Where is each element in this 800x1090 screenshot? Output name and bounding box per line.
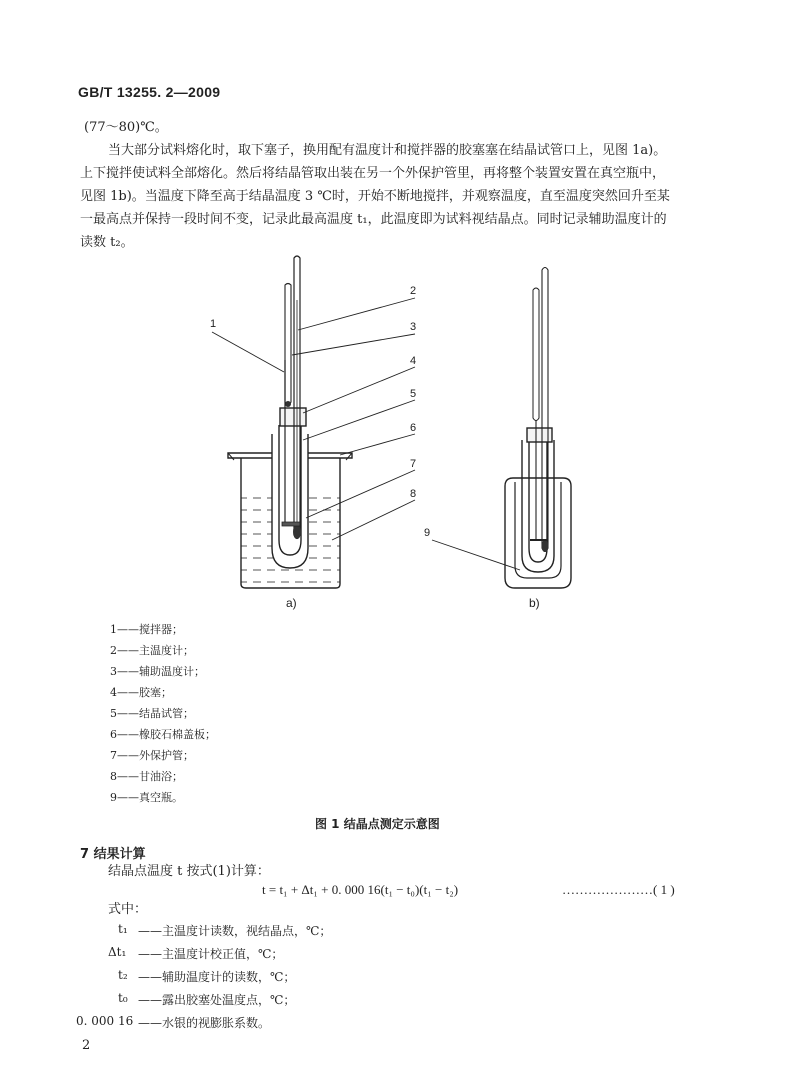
callout-2: 2 [410,285,417,297]
standard-number: GB/T 13255. 2—2009 [78,84,221,100]
page-number: 2 [82,1038,91,1053]
figure-b [432,268,571,589]
formula: t = t₁ + Δt₁ + 0. 000 16(t₁ − t₀)(t₁ − t₂) [262,882,459,897]
callout-8: 8 [410,488,417,500]
formula-intro: 结晶点温度 t 按式(1)计算： [108,864,270,879]
text-line-5: 一最高点并保持一段时间不变，记录此最高温度 t₁，此温度即为试料视结晶点。同时记录辅助温度计的 [80,212,667,227]
variable-desc-t1: ——主温度计读数，视结晶点，℃； [138,924,332,938]
text-line-4: 见图 1b)。当温度下降至高于结晶温度 3 ℃时，开始不断地搅拌，并观察温度，直至温度突然回升至某 [80,189,670,204]
callout-4: 4 [410,355,417,367]
legend-item-8: 8——甘油浴； [110,770,183,783]
callout-5: 5 [410,388,417,400]
figure-b-label: b) [529,596,540,610]
section-heading: 7 结果计算 [80,847,146,862]
figure-a [212,256,415,588]
where-label: 式中： [108,902,148,917]
text-line-2: 当大部分试料熔化时，取下塞子，换用配有温度计和搅拌器的胶塞塞在结晶试管口上，见图 1a)。 [108,143,667,158]
auxiliary-thermometer [285,284,291,406]
text-line-6: 读数 t₂。 [80,235,134,250]
legend-item-1: 1——搅拌器； [110,623,183,636]
text-line-3: 上下搅拌使试料全部熔化。然后将结晶管取出装在另一个外保护管里，再将整个装置安置在真空瓶中， [80,166,666,181]
outer-protective-tube [272,434,308,568]
variable-symbol-t0: t₀ [118,991,128,1005]
variable-symbol-t1: t₁ [118,922,128,936]
variable-symbol-coefficient: 0. 000 16 [76,1014,134,1028]
callout-1: 1 [210,318,217,330]
variable-symbol-dt1: Δt₁ [108,945,127,959]
legend-item-6: 6——橡胶石棉盖板； [110,728,216,741]
legend-item-5: 5——结晶试管； [110,707,194,720]
callout-9: 9 [424,527,431,539]
figure-caption: 图 1 结晶点测定示意图 [315,817,440,831]
variable-desc-dt1: ——主温度计校正值，℃； [138,947,284,961]
rubber-stopper [280,408,306,426]
variable-symbol-t2: t₂ [118,968,128,982]
variable-desc-t0: ——露出胶塞处温度点，℃； [138,993,296,1007]
figure-a-label: a) [286,596,297,610]
variable-desc-coefficient: ——水银的视膨胀系数。 [138,1016,271,1030]
formula-number: …………………( 1 ) [562,882,675,897]
variable-desc-t2: ——辅助温度计的读数，℃； [138,970,296,984]
legend-item-3: 3——辅助温度计； [110,665,205,678]
legend-item-9: 9——真空瓶。 [110,791,183,804]
legend-item-7: 7——外保护管； [110,749,194,762]
legend-item-2: 2——主温度计； [110,644,194,657]
callout-3: 3 [410,321,417,333]
callout-6: 6 [410,422,417,434]
text-line-1: (77～80)℃。 [84,120,168,135]
callout-7: 7 [410,458,417,470]
legend-item-4: 4——胶塞； [110,686,172,699]
